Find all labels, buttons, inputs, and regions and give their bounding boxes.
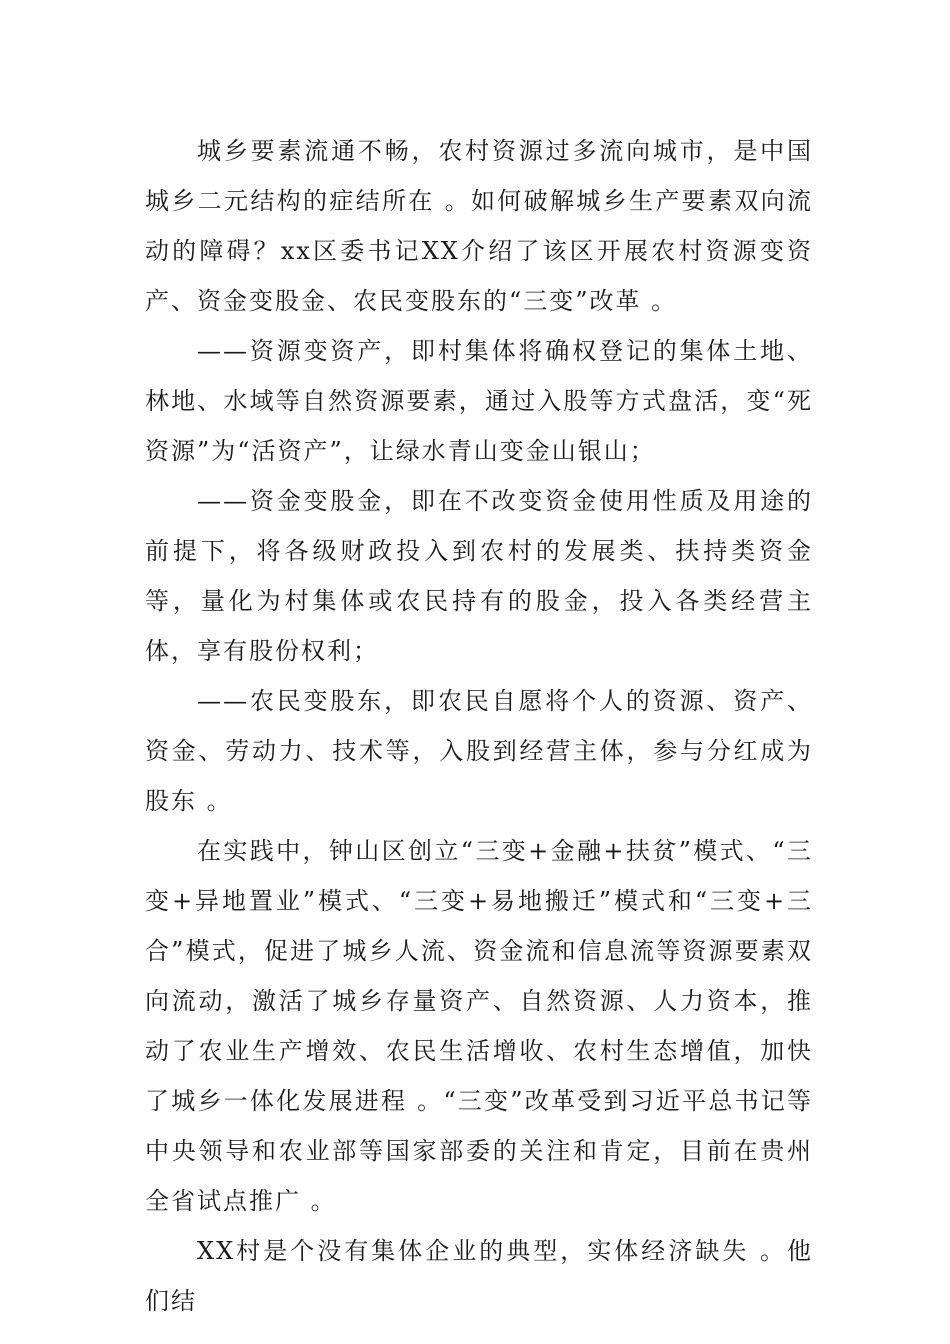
paragraph-practice: 在实践中，钟山区创立“三变+金融+扶贫”模式、“三变+异地置业”模式、“三变+易地搬迁”模式和“三变+三合”模式，促进了城乡人流、资金流和信息流等资源要素双向流动，激活了城乡存量资产、自然资源、人力资本，推动了农业生产增效、农民生活增收、农村生态增值，加快了城乡一体化发展进程 。“三变”改革受到习近平总书记等中央领导和农业部等国家部委的关注和肯定，目前在贵州全省试点推广 。 [145,837,813,1215]
paragraph-village-example: XX村是个没有集体企业的典型，实体经济缺失 。他们结 [145,1237,813,1315]
paragraph-farmers-to-shareholders: ——农民变股东，即农民自愿将个人的资源、资产、资金、劳动力、技术等，入股到经营主体，参与分红成为股东 。 [145,687,813,815]
paragraph-funds-to-shares: ——资金变股金，即在不改变资金使用性质及用途的前提下，将各级财政投入到农村的发展类、扶持类资金等，量化为村集体或农民持有的股金，投入各类经营主体，享有股份权利； [145,487,813,665]
paragraph-intro: 城乡要素流通不畅，农村资源过多流向城市，是中国城乡二元结构的症结所在 。如何破解城乡生产要素双向流动的障碍？xx区委书记XX介绍了该区开展农村资源变资产、资金变股金、农民变股东的“三变”改革 。 [145,137,813,315]
paragraph-resources-to-assets: ——资源变资产，即村集体将确权登记的集体土地、林地、水域等自然资源要素，通过入股等方式盘活，变“死资源”为“活资产”，让绿水青山变金山银山； [145,337,813,465]
document-body [145,126,813,1326]
